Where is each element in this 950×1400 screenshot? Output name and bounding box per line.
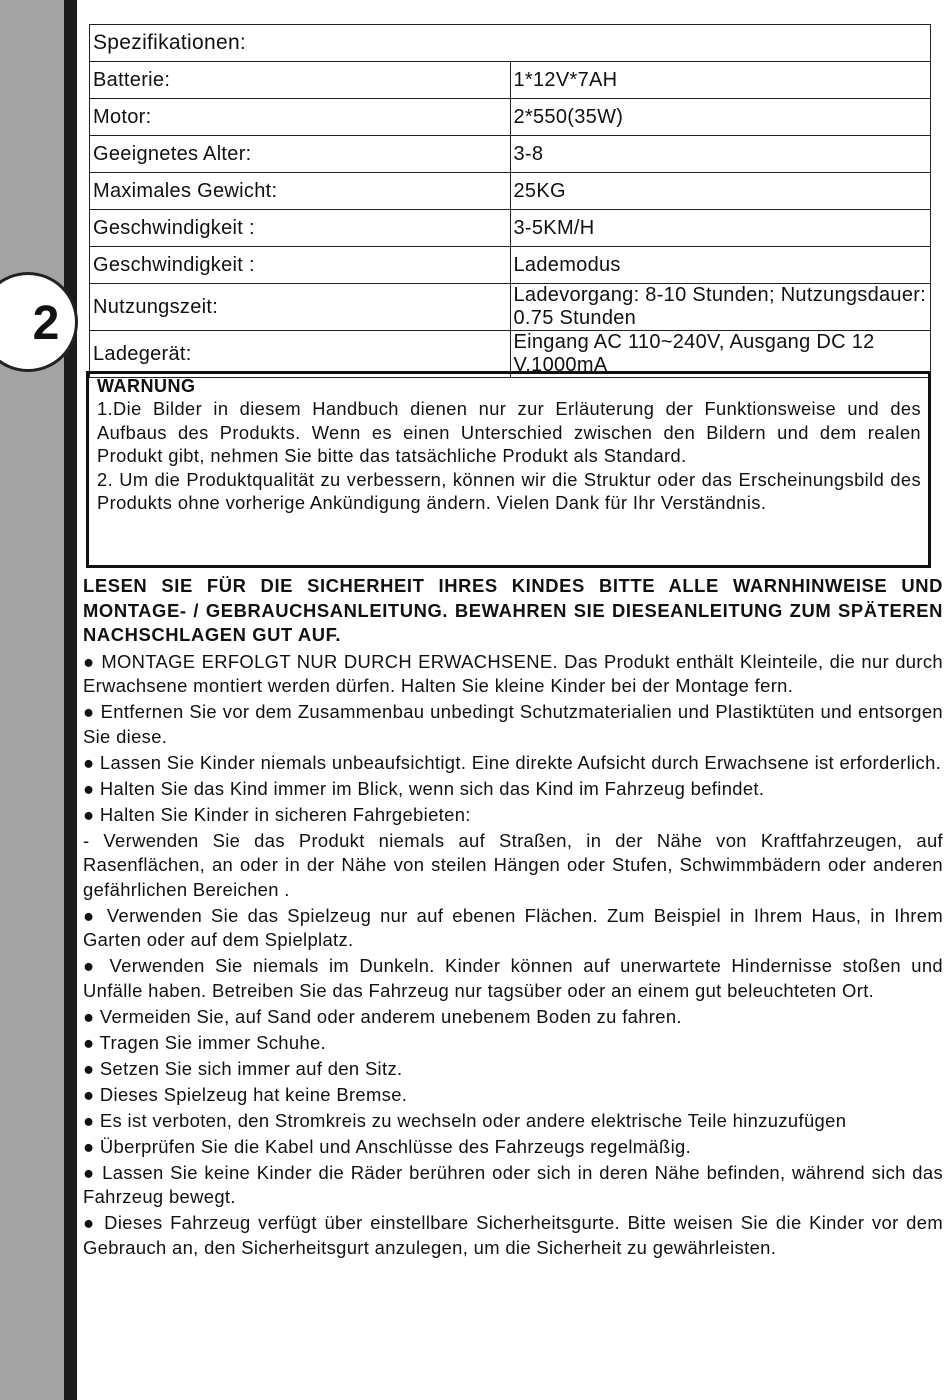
spec-label: Geschwindigkeit :: [90, 210, 511, 247]
safety-item: ● Es ist verboten, den Stromkreis zu wechseln oder andere elektrische Teile hinzuzufügen: [83, 1109, 847, 1131]
warning-item: 2. Um die Produktqualität zu verbessern, können wir die Struktur oder das Erscheinungsbild des Produkts ohne vorherige Ankündigung ändern. Vielen Dank für Ihr Verständnis.: [97, 468, 921, 514]
spec-label: Geeignetes Alter:: [90, 136, 511, 173]
safety-item: ● Überprüfen Sie die Kabel und Anschlüsse des Fahrzeugs regelmäßig.: [83, 1135, 692, 1157]
spec-header: Spezifikationen:: [90, 25, 931, 62]
safety-item: ● Verwenden Sie das Spielzeug nur auf ebenen Flächen. Zum Beispiel in Ihrem Haus, in Ihrem Garten oder auf dem Spielplatz.: [83, 904, 943, 950]
spec-label: Ladegerät:: [90, 331, 511, 378]
spec-row: [90, 210, 931, 247]
spec-header-row: [90, 25, 931, 62]
spec-row: [90, 99, 931, 136]
spec-value: Eingang AC 110~240V, Ausgang DC 12 V,1000mA: [510, 331, 931, 378]
safety-item: ● Lassen Sie Kinder niemals unbeaufsichtigt. Eine direkte Aufsicht durch Erwachsene ist erforderlich.: [83, 751, 942, 773]
safety-instructions: [83, 574, 943, 1262]
page-binding-strip: [64, 0, 77, 1400]
warning-title: WARNUNG: [97, 376, 196, 396]
page-margin-bar: [0, 0, 64, 1400]
spec-value: Lademodus: [510, 247, 931, 284]
spec-label: Batterie:: [90, 62, 511, 99]
spec-value: 2*550(35W): [510, 99, 931, 136]
spec-value: 3-8: [510, 136, 931, 173]
safety-item: - Verwenden Sie das Produkt niemals auf Straßen, in der Nähe von Kraftfahrzeugen, auf Rasenflächen, an oder in der Nähe von steilen Hängen oder Stufen, Schwimmbädern oder anderen gefährlichen Bereichen .: [83, 829, 943, 900]
safety-item: ● Vermeiden Sie, auf Sand oder anderem unebenem Boden zu fahren.: [83, 1005, 682, 1027]
spec-label: Maximales Gewicht:: [90, 173, 511, 210]
spec-value: 1*12V*7AH: [510, 62, 931, 99]
warning-item: 1.Die Bilder in diesem Handbuch dienen nur zur Erläuterung der Funktionsweise und des Aufbaus des Produkts. Wenn es einen Unterschied zwischen den Bildern und dem realen Produkt gibt, nehmen Sie bitte das tatsächliche Produkt als Standard.: [97, 398, 921, 467]
spec-row: [90, 173, 931, 210]
safety-item: ● Dieses Spielzeug hat keine Bremse.: [83, 1083, 408, 1105]
spec-value: Ladevorgang: 8-10 Stunden; Nutzungsdauer: 0.75 Stunden: [510, 284, 931, 331]
safety-item: ● Lassen Sie keine Kinder die Räder berühren oder sich in deren Nähe befinden, während sich das Fahrzeug bewegt.: [83, 1161, 943, 1207]
spec-row: [90, 284, 931, 331]
safety-item: ● Setzen Sie sich immer auf den Sitz.: [83, 1057, 403, 1079]
page-number: 2: [32, 297, 60, 350]
safety-item: ● MONTAGE ERFOLGT NUR DURCH ERWACHSENE. Das Produkt enthält Kleinteile, die nur durch Erwachsene montiert werden dürfen. Halten Sie kleine Kinder bei der Montage fern.: [83, 650, 943, 696]
safety-item: ● Halten Sie das Kind immer im Blick, wenn sich das Kind im Fahrzeug befindet.: [83, 777, 765, 799]
spec-label: Nutzungszeit:: [90, 284, 511, 331]
safety-item: ● Halten Sie Kinder in sicheren Fahrgebieten:: [83, 803, 471, 825]
safety-item: ● Tragen Sie immer Schuhe.: [83, 1031, 327, 1053]
warning-box: [86, 371, 931, 568]
spec-table: [89, 24, 931, 378]
spec-value: 25KG: [510, 173, 931, 210]
spec-row: [90, 62, 931, 99]
safety-item: ● Entfernen Sie vor dem Zusammenbau unbedingt Schutzmaterialien und Plastiktüten und entsorgen Sie diese.: [83, 701, 943, 747]
spec-value: 3-5KM/H: [510, 210, 931, 247]
spec-label: Motor:: [90, 99, 511, 136]
safety-lead: LESEN SIE FÜR DIE SICHERHEIT IHRES KINDES BITTE ALLE WARNHINWEISE UND MONTAGE- / GEBRAUCHSANLEITUNG. BEWAHREN SIE DIESEANLEITUNG ZUM SPÄTEREN NACHSCHLAGEN GUT AUF.: [83, 575, 943, 645]
safety-item: ● Dieses Fahrzeug verfügt über einstellbare Sicherheitsgurte. Bitte weisen Sie die Kinder vor dem Gebrauch an, den Sicherheitsgurt anzulegen, um die Sicherheit zu gewährleisten.: [83, 1212, 943, 1258]
spec-label: Geschwindigkeit :: [90, 247, 511, 284]
safety-item: ● Verwenden Sie niemals im Dunkeln. Kinder können auf unerwartete Hindernisse stoßen und Unfälle haben. Betreiben Sie das Fahrzeug nur tagsüber oder an einem gut beleuchteten Ort.: [83, 955, 943, 1001]
spec-row: [90, 136, 931, 173]
spec-row: [90, 247, 931, 284]
